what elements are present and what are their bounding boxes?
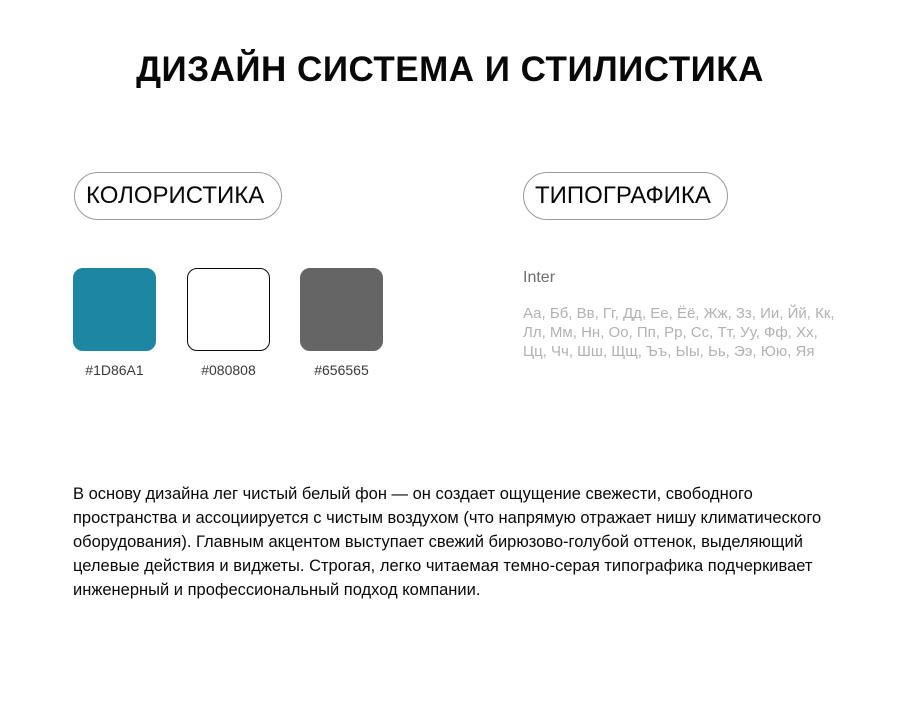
color-swatch-label: #656565 xyxy=(314,362,369,378)
page-title: ДИЗАЙН СИСТЕМА И СТИЛИСТИКА xyxy=(136,50,764,89)
color-swatch-label: #1D86A1 xyxy=(85,362,144,378)
color-swatch-gray xyxy=(300,268,383,351)
color-swatch-teal xyxy=(73,268,156,351)
typography-heading: ТИПОГРАФИКА xyxy=(523,172,728,220)
coloristics-heading: КОЛОРИСТИКА xyxy=(74,172,282,220)
font-name: Inter xyxy=(523,269,556,286)
description-paragraph: В основу дизайна лег чистый белый фон — он создает ощущение свежести, свободного пространства и ассоциируется с чистым воздухом (что напрямую отражает нишу климатического оборудования). Главным акцентом выступает свежий бирюзово-голубой оттенок, выделяющий целевые действия и виджеты. Строгая, легко читаемая темно-серая типографика подчеркивает инженерный и профессиональный подход компании. xyxy=(73,485,822,599)
color-swatch-white xyxy=(187,268,270,351)
alphabet-sample: Аа, Бб, Вв, Гг, Дд, Ее, Ёё, Жж, Зз, Ии, Йй, Кк, Лл, Мм, Нн, Оо, Пп, Рр, Сс, Тт, Уу, Фф, Хх, Цц, Чч, Шш, Щщ, Ъъ, Ыы, Ьь, Ээ, Юю, Яя xyxy=(523,305,835,360)
color-swatch-label: #080808 xyxy=(201,362,256,378)
